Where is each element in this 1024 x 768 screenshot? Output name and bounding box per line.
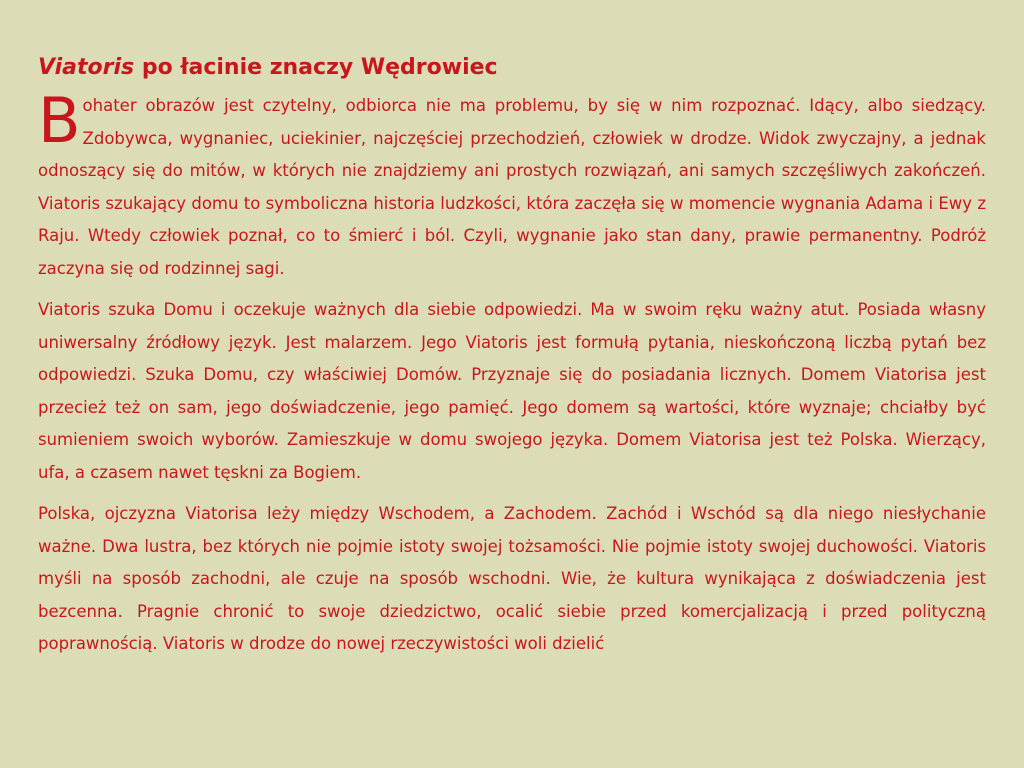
page-title (38, 50, 986, 86)
paragraph-1 (38, 84, 986, 285)
paragraph-3 (38, 498, 986, 661)
paragraph-1-text: ohater obrazów jest czytelny, odbiorca nie ma problemu, by się w nim rozpoznać. Idący, albo siedzący. Zdobywca, wygnaniec, uciekinier, najczęściej przechodzień, człowiek w drodze. Widok zwyczajny, a jednak odnoszący się do mitów, w których nie znajdziemy ani prostych rozwiązań, ani samych szczęśliwych zakończeń. Viatoris szukający domu to symboliczna historia ludzkości, która zaczęła się w momencie wygnania Adama i Ewy z Raju. Wtedy człowiek poznał, co to śmierć i ból. Czyli, wygnanie jako stan dany, prawie permanentny. Podróż zaczyna się od rodzinnej sagi. (38, 96, 986, 278)
paragraph-2-text: Viatoris szuka Domu i oczekuje ważnych dla siebie odpowiedzi. Ma w swoim ręku ważny atut. Posiada własny uniwersalny źródłowy język. Jest malarzem. Jego Viatoris jest formułą pytania, nieskończoną liczbą pytań bez odpowiedzi. Szuka Domu, czy właściwiej Domów. Przyznaje się do posiadania licznych. Domem Viatorisa jest przecież też on sam, jego doświadczenie, jego pamięć. Jego domem są wartości, które wyznaje; chciałby być sumieniem swoich wyborów. Zamieszkuje w domu swojego języka. Domem Viatorisa jest też Polska. Wierzący, ufa, a czasem nawet tęskni za Bogiem. (38, 300, 986, 482)
paragraph-2 (38, 294, 986, 489)
document-page (38, 50, 986, 670)
title-italic-word: Viatoris (38, 55, 135, 80)
title-rest: po łacinie znaczy Wędrowiec (134, 55, 498, 80)
drop-cap: B (38, 84, 81, 157)
paragraph-3-text: Polska, ojczyzna Viatorisa leży między Wschodem, a Zachodem. Zachód i Wschód są dla niego niesłychanie ważne. Dwa lustra, bez których nie pojmie istoty swojej tożsamości. Nie pojmie istoty swojej duchowości. Viatoris myśli na sposób zachodni, ale czuje na sposób wschodni. Wie, że kultura wynikająca z doświadczenia jest bezcenna. Pragnie chronić to swoje dziedzictwo, ocalić siebie przed komercjalizacją i przed polityczną poprawnością. Viatoris w drodze do nowej rzeczywistości woli dzielić (38, 504, 986, 653)
